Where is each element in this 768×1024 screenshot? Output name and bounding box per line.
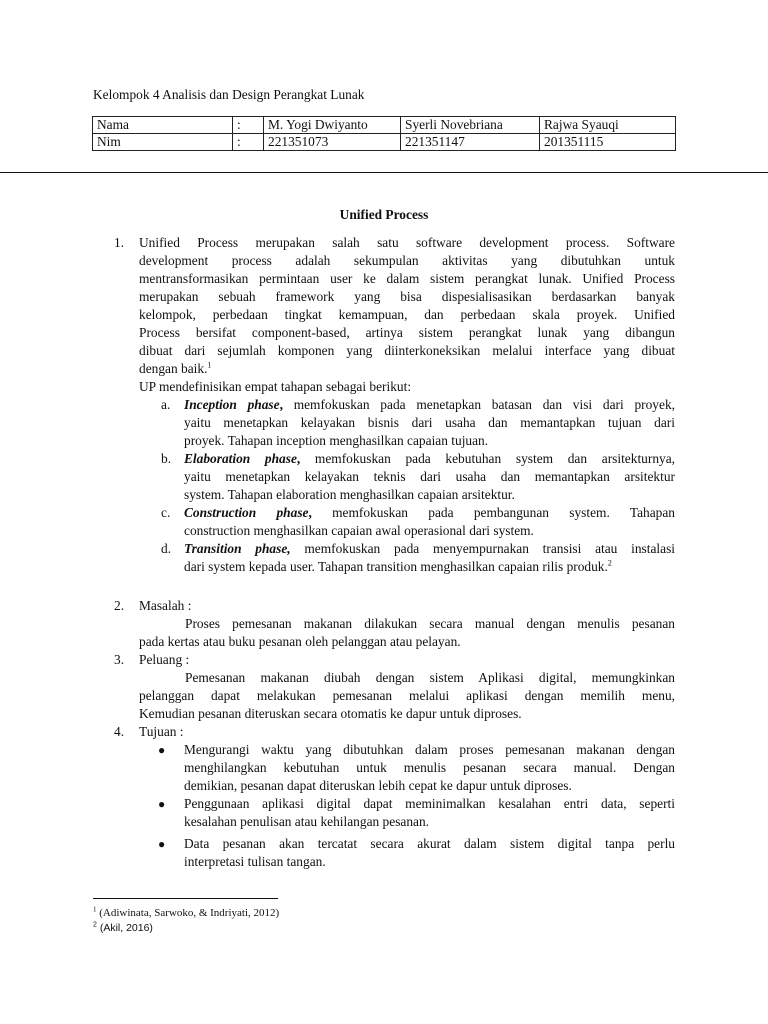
bullet-icon: ● bbox=[158, 743, 166, 757]
document-title: Unified Process bbox=[339, 207, 429, 222]
table-cell: Nama bbox=[93, 117, 233, 134]
paragraph-line: Penggunaan aplikasi digital dapat meminimalkan kesalahan entri data, seperti bbox=[184, 796, 675, 811]
bullet-item bbox=[184, 835, 675, 871]
paragraph-line: Data pesanan akan tercatat secara akurat dalam sistem digital tanpa perlu bbox=[184, 836, 675, 851]
paragraph-line: Mengurangi waktu yang dibutuhkan dalam proses pemesanan makanan dengan bbox=[184, 742, 675, 757]
list-number: 2. bbox=[114, 598, 125, 613]
footnote-text: (Akil, 2016) bbox=[96, 922, 153, 934]
paragraph-line: Proses pemesanan makanan dilakukan secara manual dengan menulis pesanan bbox=[185, 616, 675, 631]
paragraph-line: Unified Process merupakan salah satu software development process. Software bbox=[139, 235, 675, 250]
paragraph-line: kesalahan penulisan atau kehilangan pesanan. bbox=[184, 814, 430, 829]
section-1-paragraph bbox=[139, 234, 675, 396]
phase-item bbox=[184, 396, 675, 450]
footnote-divider bbox=[93, 898, 278, 899]
table-row bbox=[93, 117, 676, 134]
phase-item bbox=[184, 504, 675, 540]
bullet-item bbox=[184, 741, 675, 795]
list-letter: d. bbox=[161, 541, 172, 556]
paragraph-line: Kemudian pesanan diteruskan secara otomatis ke dapur untuk diproses. bbox=[139, 706, 522, 721]
paragraph-text: memfokuskan pada pembangunan system. Tahapan bbox=[311, 505, 676, 520]
paragraph-line: pelanggan dapat melakukan pemesanan melalui aplikasi dengan memilih menu, bbox=[139, 688, 675, 703]
section-2-paragraph bbox=[139, 597, 675, 651]
list-letter: c. bbox=[161, 505, 171, 520]
table-cell: 221351073 bbox=[264, 134, 401, 151]
bullet-icon: ● bbox=[158, 797, 166, 811]
list-letter: a. bbox=[161, 397, 171, 412]
phase-name: Transition phase, bbox=[184, 541, 291, 556]
table-cell: : bbox=[233, 117, 264, 134]
paragraph-text: memfokuskan pada kebutuhan system dan arsitekturnya, bbox=[300, 451, 675, 466]
paragraph-line: system. Tahapan elaboration menghasilkan capaian arsitektur. bbox=[184, 487, 515, 502]
table-cell: 201351115 bbox=[540, 134, 676, 151]
footnote-reference[interactable]: 1 bbox=[207, 360, 212, 370]
bullet-icon: ● bbox=[158, 837, 166, 851]
paragraph-line bbox=[184, 396, 675, 414]
paragraph-line: Process bersifat component-based, artinya sistem perangkat lunak yang dibangun bbox=[139, 325, 675, 340]
footnote-mark: 1 bbox=[93, 905, 97, 914]
table-cell: : bbox=[233, 134, 264, 151]
paragraph-line bbox=[184, 450, 675, 468]
list-number: 4. bbox=[114, 724, 125, 739]
phase-separator: , bbox=[279, 397, 283, 412]
list-letter: b. bbox=[161, 451, 172, 466]
footnote-reference[interactable]: 2 bbox=[607, 558, 612, 568]
paragraph-line: yaitu menetapkan kelayakan bisnis dari usaha dan memantapkan tujuan dari bbox=[184, 415, 675, 430]
member-table bbox=[92, 116, 676, 151]
paragraph-text: dengan baik. bbox=[139, 361, 208, 376]
paragraph-line: pada kertas atau buku pesanan oleh pelanggan atau pelayan. bbox=[139, 634, 461, 649]
phase-name: Elaboration phase bbox=[184, 451, 297, 466]
phase-name: Construction phase bbox=[184, 505, 309, 520]
paragraph-line bbox=[184, 504, 675, 522]
section-heading: Peluang : bbox=[139, 652, 190, 667]
paragraph-text: memfokuskan pada menetapkan batasan dan visi dari proyek, bbox=[282, 397, 675, 412]
table-cell: 221351147 bbox=[401, 134, 540, 151]
table-cell: M. Yogi Dwiyanto bbox=[264, 117, 401, 134]
paragraph-line bbox=[184, 558, 675, 576]
bullet-item bbox=[184, 795, 675, 831]
paragraph-line bbox=[139, 360, 675, 378]
paragraph-line: UP mendefinisikan empat tahapan sebagai berikut: bbox=[139, 379, 412, 394]
section-heading: Masalah : bbox=[139, 598, 192, 613]
paragraph-line: menghilangkan kebutuhan untuk menulis pesanan secara manual. Dengan bbox=[184, 760, 675, 775]
phase-separator: , bbox=[308, 505, 312, 520]
phase-item bbox=[184, 450, 675, 504]
section-4-heading-block bbox=[139, 723, 675, 741]
paragraph-text: dari system kepada user. Tahapan transition menghasilkan capaian rilis produk. bbox=[184, 559, 608, 574]
paragraph-line: kelompok, perbedaan tingkat kemampuan, dan perbedaan skala proyek. Unified bbox=[139, 307, 675, 322]
list-number: 1. bbox=[114, 235, 125, 250]
table-cell: Rajwa Syauqi bbox=[540, 117, 676, 134]
document-header: Kelompok 4 Analisis dan Design Perangkat Lunak bbox=[93, 87, 365, 102]
paragraph-line: dibuat dari sejumlah komponen yang diinterkoneksikan melalui interface yang dibuat bbox=[139, 343, 675, 358]
paragraph-line: merupakan sebuah framework yang bisa dispesialisasikan berdasarkan banyak bbox=[139, 289, 675, 304]
footnote-text: (Adiwinata, Sarwoko, & Indriyati, 2012) bbox=[96, 907, 280, 919]
table-cell: Nim bbox=[93, 134, 233, 151]
footnote-mark: 2 bbox=[93, 921, 97, 929]
phase-separator: , bbox=[296, 451, 301, 466]
section-heading: Tujuan : bbox=[139, 724, 184, 739]
paragraph-text: memfokuskan pada menyempurnakan transisi atau instalasi bbox=[290, 541, 676, 556]
paragraph-line: mentransformasikan permintaan user ke dalam sistem perangkat lunak. Unified Process bbox=[139, 271, 675, 286]
paragraph-line: yaitu menetapkan kelayakan teknis dari usaha dan memantapkan arsitektur bbox=[184, 469, 675, 484]
paragraph-line: demikian, pesanan dapat diteruskan lebih cepat ke dapur untuk diproses. bbox=[184, 778, 572, 793]
list-number: 3. bbox=[114, 652, 125, 667]
paragraph-line: Pemesanan makanan diubah dengan sistem Aplikasi digital, memungkinkan bbox=[185, 670, 675, 685]
footnote bbox=[93, 906, 279, 920]
table-cell: Syerli Novebriana bbox=[401, 117, 540, 134]
section-3-paragraph bbox=[139, 651, 675, 723]
paragraph-line: construction menghasilkan capaian awal operasional dari system. bbox=[184, 523, 534, 538]
paragraph-line: development process adalah sekumpulan aktivitas yang dibutuhkan untuk bbox=[139, 253, 675, 268]
table-row bbox=[93, 134, 676, 151]
phase-item bbox=[184, 540, 675, 576]
paragraph-line: interpretasi tulisan tangan. bbox=[184, 854, 326, 869]
phase-name: Inception phase bbox=[184, 397, 280, 412]
paragraph-line: proyek. Tahapan inception menghasilkan capaian tujuan. bbox=[184, 433, 489, 448]
paragraph-line bbox=[184, 540, 675, 558]
footnote bbox=[93, 921, 153, 935]
horizontal-divider bbox=[0, 172, 768, 173]
